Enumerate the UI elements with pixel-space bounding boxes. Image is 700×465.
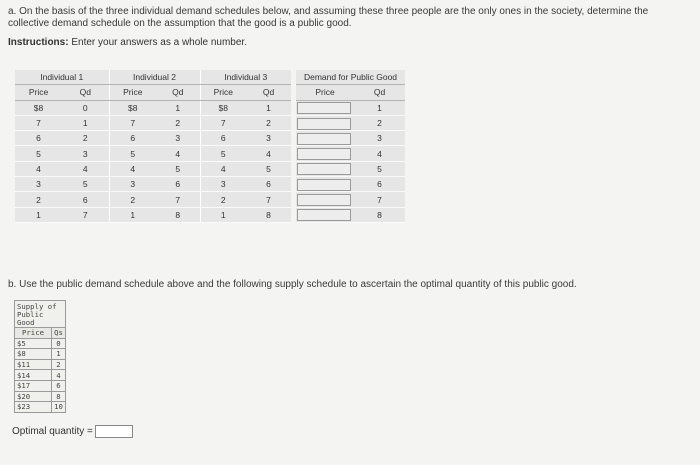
qd-cell: 7 xyxy=(62,207,109,222)
supply-price-cell: $14 xyxy=(15,370,52,381)
public-table-body xyxy=(296,100,405,222)
price-cell: 4 xyxy=(15,161,62,176)
price-cell: 7 xyxy=(109,115,156,130)
supply-title-line2: Public Good xyxy=(17,310,44,327)
price-header: Price xyxy=(15,85,62,100)
public-table-row xyxy=(296,207,405,222)
public-price-input[interactable] xyxy=(297,102,351,114)
public-price-input[interactable] xyxy=(297,133,351,145)
public-price-input[interactable] xyxy=(297,118,351,130)
public-qd-cell: 5 xyxy=(354,161,405,176)
individual-table-row xyxy=(15,161,291,176)
supply-price-header: Price xyxy=(15,328,52,339)
instructions-text: Enter your answers as a whole number. xyxy=(68,37,247,48)
group-header-individual-3: Individual 3 xyxy=(200,70,291,85)
supply-qs-cell: 0 xyxy=(52,338,66,349)
group-header-individual-2: Individual 2 xyxy=(109,70,200,85)
supply-price-cell: $23 xyxy=(15,402,52,413)
price-cell: 7 xyxy=(15,115,62,130)
supply-price-cell: $17 xyxy=(15,380,52,391)
qd-cell: 5 xyxy=(156,161,200,176)
price-cell: 6 xyxy=(200,131,246,146)
qd-cell: 3 xyxy=(246,131,291,146)
qd-cell: 1 xyxy=(246,100,291,115)
qd-header: Qd xyxy=(246,85,291,100)
public-price-cell xyxy=(296,192,354,207)
qd-cell: 6 xyxy=(62,192,109,207)
qd-cell: 2 xyxy=(62,131,109,146)
public-price-input[interactable] xyxy=(297,209,351,221)
supply-qs-cell: 10 xyxy=(52,402,66,413)
public-qd-cell: 3 xyxy=(354,131,405,146)
public-table-row xyxy=(296,131,405,146)
price-cell: 1 xyxy=(200,207,246,222)
qd-cell: 8 xyxy=(246,207,291,222)
supply-qs-cell: 4 xyxy=(52,370,66,381)
supply-table xyxy=(14,300,66,413)
qd-cell: 6 xyxy=(246,177,291,192)
supply-qs-cell: 8 xyxy=(52,391,66,402)
qd-cell: 6 xyxy=(156,177,200,192)
individual-table-row xyxy=(15,131,291,146)
price-cell: 6 xyxy=(109,131,156,146)
public-price-cell xyxy=(296,161,354,176)
supply-qs-header: Qs xyxy=(52,328,66,339)
qd-cell: 5 xyxy=(62,177,109,192)
price-cell: 3 xyxy=(200,177,246,192)
price-cell: 1 xyxy=(109,207,156,222)
price-cell: $8 xyxy=(109,100,156,115)
price-cell: 2 xyxy=(109,192,156,207)
price-cell: 5 xyxy=(200,146,246,161)
question-a-text: a. On the basis of the three individual demand schedules below, and assuming these three people are the only ones in the society, determine the collective demand schedule on the assumption that the good is a public good. xyxy=(8,6,649,29)
supply-table-body xyxy=(15,338,66,412)
public-table-row xyxy=(296,177,405,192)
group-header-individual-1: Individual 1 xyxy=(15,70,109,85)
public-demand-title: Demand for Public Good xyxy=(296,70,405,85)
public-price-cell xyxy=(296,131,354,146)
qd-cell: 4 xyxy=(156,146,200,161)
qd-cell: 8 xyxy=(156,207,200,222)
qd-cell: 0 xyxy=(62,100,109,115)
individual-table-row xyxy=(15,177,291,192)
price-cell: 3 xyxy=(109,177,156,192)
public-price-input[interactable] xyxy=(297,194,351,206)
individual-table-row xyxy=(15,146,291,161)
qd-cell: 4 xyxy=(246,146,291,161)
price-header: Price xyxy=(109,85,156,100)
qd-cell: 4 xyxy=(62,161,109,176)
qd-cell: 1 xyxy=(62,115,109,130)
qd-header: Qd xyxy=(156,85,200,100)
qd-cell: 5 xyxy=(246,161,291,176)
qd-cell: 1 xyxy=(156,100,200,115)
public-price-input[interactable] xyxy=(297,179,351,191)
public-table-row xyxy=(296,115,405,130)
instructions xyxy=(8,37,247,49)
public-price-cell xyxy=(296,177,354,192)
public-table-row xyxy=(296,100,405,115)
public-table-row xyxy=(296,192,405,207)
public-qd-cell: 2 xyxy=(354,115,405,130)
price-cell: 7 xyxy=(200,115,246,130)
public-qd-cell: 4 xyxy=(354,146,405,161)
individual-table-row xyxy=(15,207,291,222)
public-price-header: Price xyxy=(296,85,354,100)
qd-header: Qd xyxy=(62,85,109,100)
supply-table-row xyxy=(15,359,66,370)
supply-table-row xyxy=(15,402,66,413)
public-qd-header: Qd xyxy=(354,85,405,100)
public-table-row xyxy=(296,161,405,176)
price-cell: 2 xyxy=(15,192,62,207)
supply-qs-cell: 1 xyxy=(52,349,66,360)
supply-title xyxy=(15,301,66,328)
price-cell: 5 xyxy=(109,146,156,161)
price-cell: 2 xyxy=(200,192,246,207)
supply-table-row xyxy=(15,338,66,349)
question-b-text: b. Use the public demand schedule above and the following supply schedule to ascertain the optimal quantity of this public good. xyxy=(8,279,577,290)
price-cell: 4 xyxy=(200,161,246,176)
qd-cell: 2 xyxy=(156,115,200,130)
supply-price-cell: $11 xyxy=(15,359,52,370)
public-qd-cell: 1 xyxy=(354,100,405,115)
supply-title-line1: Supply of xyxy=(17,302,57,311)
price-header: Price xyxy=(200,85,246,100)
optimal-quantity-input[interactable] xyxy=(95,425,133,438)
supply-qs-cell: 2 xyxy=(52,359,66,370)
supply-price-cell: $20 xyxy=(15,391,52,402)
qd-cell: 7 xyxy=(246,192,291,207)
supply-table-row xyxy=(15,380,66,391)
price-cell: 5 xyxy=(15,146,62,161)
public-table-row xyxy=(296,146,405,161)
individual-table-row xyxy=(15,115,291,130)
public-qd-cell: 8 xyxy=(354,207,405,222)
qd-cell: 7 xyxy=(156,192,200,207)
individual-table-body xyxy=(15,100,291,222)
supply-table-row xyxy=(15,370,66,381)
price-cell: $8 xyxy=(15,100,62,115)
individual-table-row xyxy=(15,100,291,115)
qd-cell: 2 xyxy=(246,115,291,130)
price-cell: 3 xyxy=(15,177,62,192)
public-qd-cell: 6 xyxy=(354,177,405,192)
price-cell: 4 xyxy=(109,161,156,176)
price-cell: 6 xyxy=(15,131,62,146)
price-cell: $8 xyxy=(200,100,246,115)
optimal-quantity-label: Optimal quantity = xyxy=(12,425,93,437)
supply-table-row xyxy=(15,349,66,360)
supply-price-cell: $5 xyxy=(15,338,52,349)
public-demand-table xyxy=(296,70,405,223)
price-cell: 1 xyxy=(15,207,62,222)
public-price-input[interactable] xyxy=(297,163,351,175)
individual-demand-table xyxy=(15,70,291,223)
qd-cell: 3 xyxy=(62,146,109,161)
instructions-label: Instructions: xyxy=(8,37,69,48)
public-price-cell xyxy=(296,146,354,161)
public-qd-cell: 7 xyxy=(354,192,405,207)
qd-cell: 3 xyxy=(156,131,200,146)
public-price-cell xyxy=(296,207,354,222)
supply-price-cell: $8 xyxy=(15,349,52,360)
supply-qs-cell: 6 xyxy=(52,380,66,391)
public-price-cell xyxy=(296,115,354,130)
individual-table-row xyxy=(15,192,291,207)
supply-table-row xyxy=(15,391,66,402)
public-price-cell xyxy=(296,100,354,115)
optimal-quantity-row xyxy=(12,425,133,438)
public-price-input[interactable] xyxy=(297,148,351,160)
